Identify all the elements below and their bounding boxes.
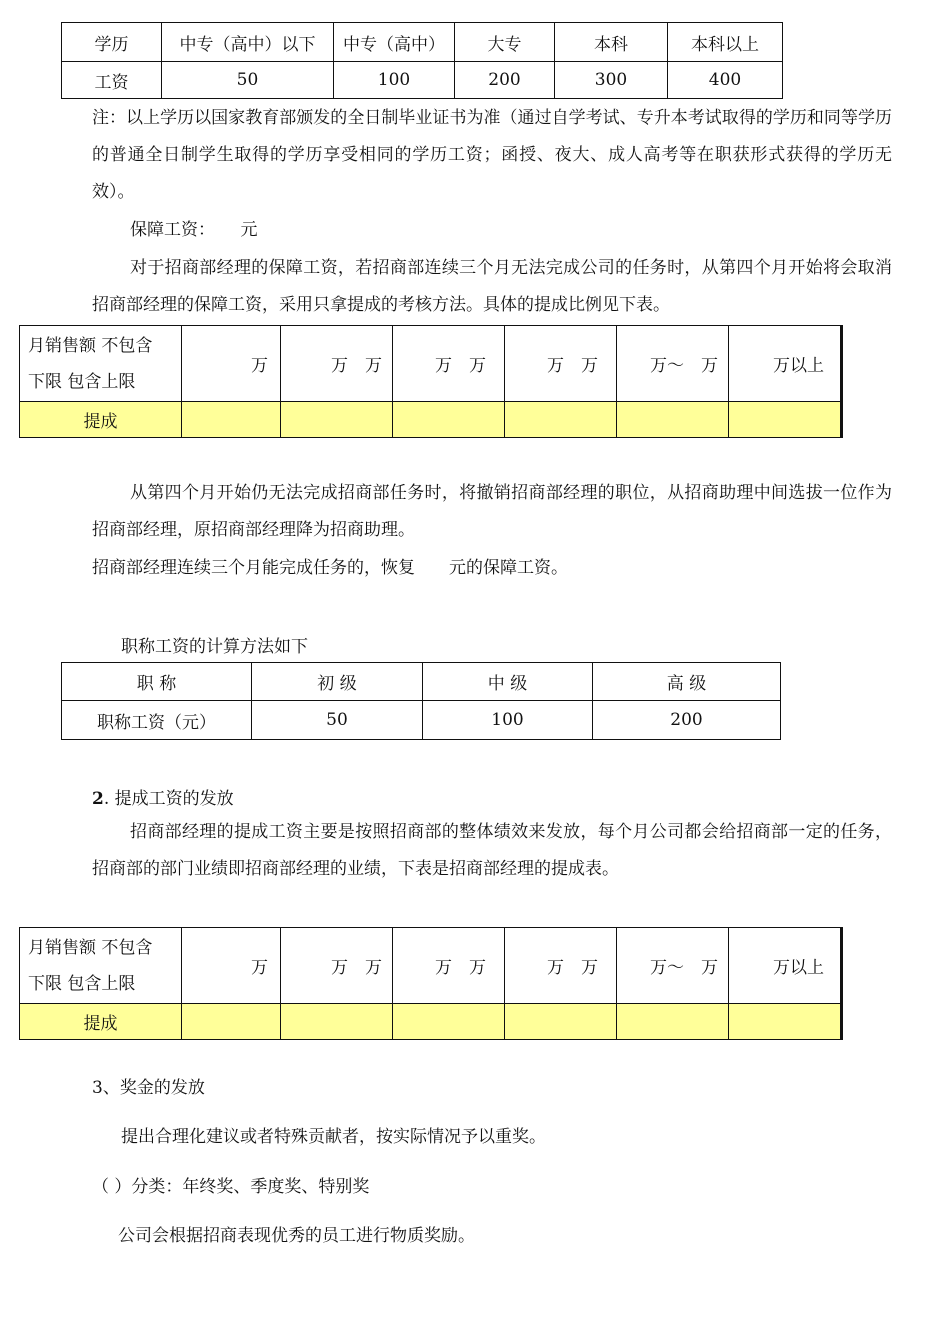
sales-range-col: 万	[182, 928, 281, 1004]
bonus-category-line: （ ）分类：年终奖、季度奖、特别奖	[92, 1177, 370, 1197]
sales-range-col: 万 万	[281, 326, 393, 402]
wage-value: 100	[334, 62, 455, 99]
title-wage-value: 200	[593, 701, 781, 740]
sales-range-header-line2: 下限 包含上限	[28, 371, 136, 392]
education-level: 本科以上	[668, 23, 783, 62]
commission-cell	[617, 402, 729, 438]
sales-range-col: 万 万	[505, 326, 617, 402]
sales-range-col: 万以上	[729, 326, 842, 402]
wage-value: 200	[455, 62, 555, 99]
sales-range-col: 万 万	[393, 928, 505, 1004]
guarantee-wage-line: 保障工资： 元	[130, 220, 258, 240]
commission-cell	[505, 1004, 617, 1040]
wage-value: 300	[555, 62, 668, 99]
education-level: 大专	[455, 23, 555, 62]
title-level: 中 级	[423, 663, 593, 701]
wage-row-label: 工资	[62, 62, 162, 99]
commission-cell	[617, 1004, 729, 1040]
sales-range-header	[20, 928, 182, 1004]
section-2-number: 2	[92, 789, 104, 809]
commission-cell	[729, 1004, 842, 1040]
title-level: 初 级	[252, 663, 423, 701]
education-note: 注：以上学历以国家教育部颁发的全日制毕业证书为准（通过自学考试、专升本考试取得的学历和同等学历的普通全日制学生取得的学历享受相同的学历工资；函授、夜大、成人高考等在职获形式获得的学历无效）。	[92, 108, 892, 202]
education-level: 本科	[555, 23, 668, 62]
bonus-paragraph: 提出合理化建议或者特殊贡献者，按实际情况予以重奖。	[121, 1127, 546, 1147]
commission-cell	[281, 402, 393, 438]
commission-cell	[729, 402, 842, 438]
sales-range-header	[20, 326, 182, 402]
section-2-heading	[92, 784, 234, 809]
bonus-material-line: 公司会根据招商表现优秀的员工进行物质奖励。	[118, 1226, 475, 1246]
education-level: 中专（高中）以下	[162, 23, 334, 62]
sales-range-col: 万 万	[281, 928, 393, 1004]
commission-table-1	[19, 325, 843, 438]
title-wage-value: 100	[423, 701, 593, 740]
title-wage-heading: 职称工资的计算方法如下	[121, 637, 308, 657]
sales-range-col: 万 万	[393, 326, 505, 402]
commission-row-label: 提成	[20, 1004, 182, 1040]
sales-range-header-line2: 下限 包含上限	[28, 973, 136, 994]
education-header-label: 学历	[62, 23, 162, 62]
sales-range-header-line1: 月销售额 不包含	[28, 335, 153, 356]
title-level: 高 级	[593, 663, 781, 701]
demote-paragraph: 从第四个月开始仍无法完成招商部任务时，将撤销招商部经理的职位，从招商助理中间选拔一位作为招商部经理，原招商部经理降为招商助理。	[92, 483, 892, 540]
wage-value: 400	[668, 62, 783, 99]
sales-range-col: 万～ 万	[617, 928, 729, 1004]
section-2-title: . 提成工资的发放	[103, 789, 234, 809]
wage-value: 50	[162, 62, 334, 99]
commission-cell	[182, 402, 281, 438]
commission-cell	[393, 1004, 505, 1040]
guarantee-paragraph: 对于招商部经理的保障工资，若招商部连续三个月无法完成公司的任务时，从第四个月开始将会取消招商部经理的保障工资，采用只拿提成的考核方法。具体的提成比例见下表。	[92, 258, 892, 315]
commission-cell	[281, 1004, 393, 1040]
education-level: 中专（高中）	[334, 23, 455, 62]
commission-cell	[182, 1004, 281, 1040]
commission-cell	[393, 402, 505, 438]
title-wage-row-label: 职称工资（元）	[62, 701, 252, 740]
sales-range-col: 万以上	[729, 928, 842, 1004]
sales-range-col: 万	[182, 326, 281, 402]
restore-paragraph: 招商部经理连续三个月能完成任务的，恢复 元的保障工资。	[92, 558, 568, 578]
sales-range-col: 万 万	[505, 928, 617, 1004]
commission-table-2	[19, 927, 843, 1040]
title-wage-table	[61, 662, 781, 740]
section-2-paragraph: 招商部经理的提成工资主要是按照招商部的整体绩效来发放，每个月公司都会给招商部一定的任务，招商部的部门业绩即招商部经理的业绩，下表是招商部经理的提成表。	[92, 822, 892, 879]
sales-range-header-line1: 月销售额 不包含	[28, 937, 153, 958]
title-wage-value: 50	[252, 701, 423, 740]
commission-cell	[505, 402, 617, 438]
education-wage-table	[61, 22, 783, 99]
sales-range-col: 万～ 万	[617, 326, 729, 402]
title-header-label: 职 称	[62, 663, 252, 701]
section-3-heading: 3、奖金的发放	[92, 1078, 205, 1098]
commission-row-label: 提成	[20, 402, 182, 438]
